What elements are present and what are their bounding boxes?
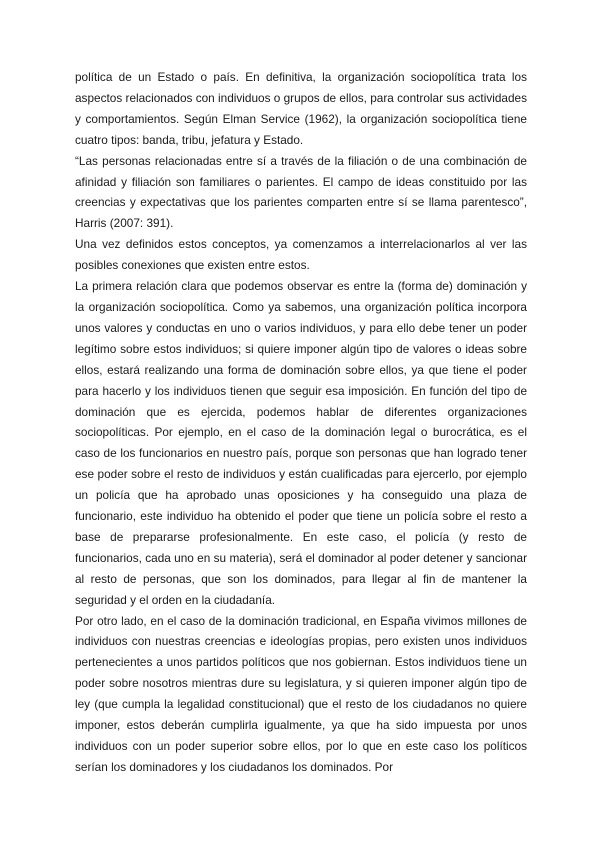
body-text <box>75 67 527 778</box>
paragraph-legal-domination: La primera relación clara que podemos observar es entre la (forma de) dominación y la organización sociopolítica. Como ya sabemos, una organización política incorpora unos valores y conductas en uno o varios individuos, y para ello debe tener un poder legítimo sobre estos individuos; si quiere imponer algún tipo de valores o ideas sobre ellos, estará realizando una forma de dominación sobre ellos, ya que tiene el poder para hacerlo y los individuos tienen que seguir esa imposición. En función del tipo de dominación que es ejercida, podemos hablar de diferentes organizaciones sociopolíticas. Por ejemplo, en el caso de la dominación legal o burocrática, es el caso de los funcionarios en nuestro país, porque son personas que han logrado tener ese poder sobre el resto de individuos y están cualificadas para ejercerlo, por ejemplo un policía que ha aprobado unas oposiciones y ha conseguido una plaza de funcionario, este individuo ha obtenido el poder que tiene un policía sobre el resto a base de prepararse profesionalmente. En este caso, el policía (y resto de funcionarios, cada uno en su materia), será el dominador al poder detener y sancionar al resto de personas, que son los dominados, para llegar al fin de mantener la seguridad y el orden en la ciudadanía. <box>75 279 527 607</box>
paragraph-harris-quote: “Las personas relacionadas entre sí a través de la filiación o de una combinación de afinidad y filiación son familiares o parientes. El campo de ideas constituido por las creencias y expectativas que los parientes comparten entre sí se llama parentesco”, Harris (2007: 391). <box>75 153 527 231</box>
paragraph-interrelation: Una vez definidos estos conceptos, ya comenzamos a interrelacionarlos al ver las posibles conexiones que existen entre estos. <box>75 237 527 273</box>
paragraph-traditional-domination: Por otro lado, en el caso de la dominación tradicional, en España vivimos millones de individuos con nuestras creencias e ideologías propias, pero existen unos individuos pertenecientes a unos partidos políticos que nos gobiernan. Estos individuos tiene un poder sobre nosotros mientras dure su legislatura, y si quieren imponer algún tipo de ley (que cumpla la legalidad constitucional) que el resto de los ciudadanos no quiere imponer, estos deberán cumplirla igualmente, ya que ha sido impuesta por unos individuos con un poder superior sobre ellos, por lo que en este caso los políticos serían los dominadores y los ciudadanos los dominados. Por <box>75 613 527 774</box>
paragraph-sociopolitical-organization: política de un Estado o país. En definitiva, la organización sociopolítica trata los aspectos relacionados con individuos o grupos de ellos, para controlar sus actividades y comportamientos. Según Elman Service (1962), la organización sociopolítica tiene cuatro tipos: banda, tribu, jefatura y Estado. <box>75 70 527 147</box>
